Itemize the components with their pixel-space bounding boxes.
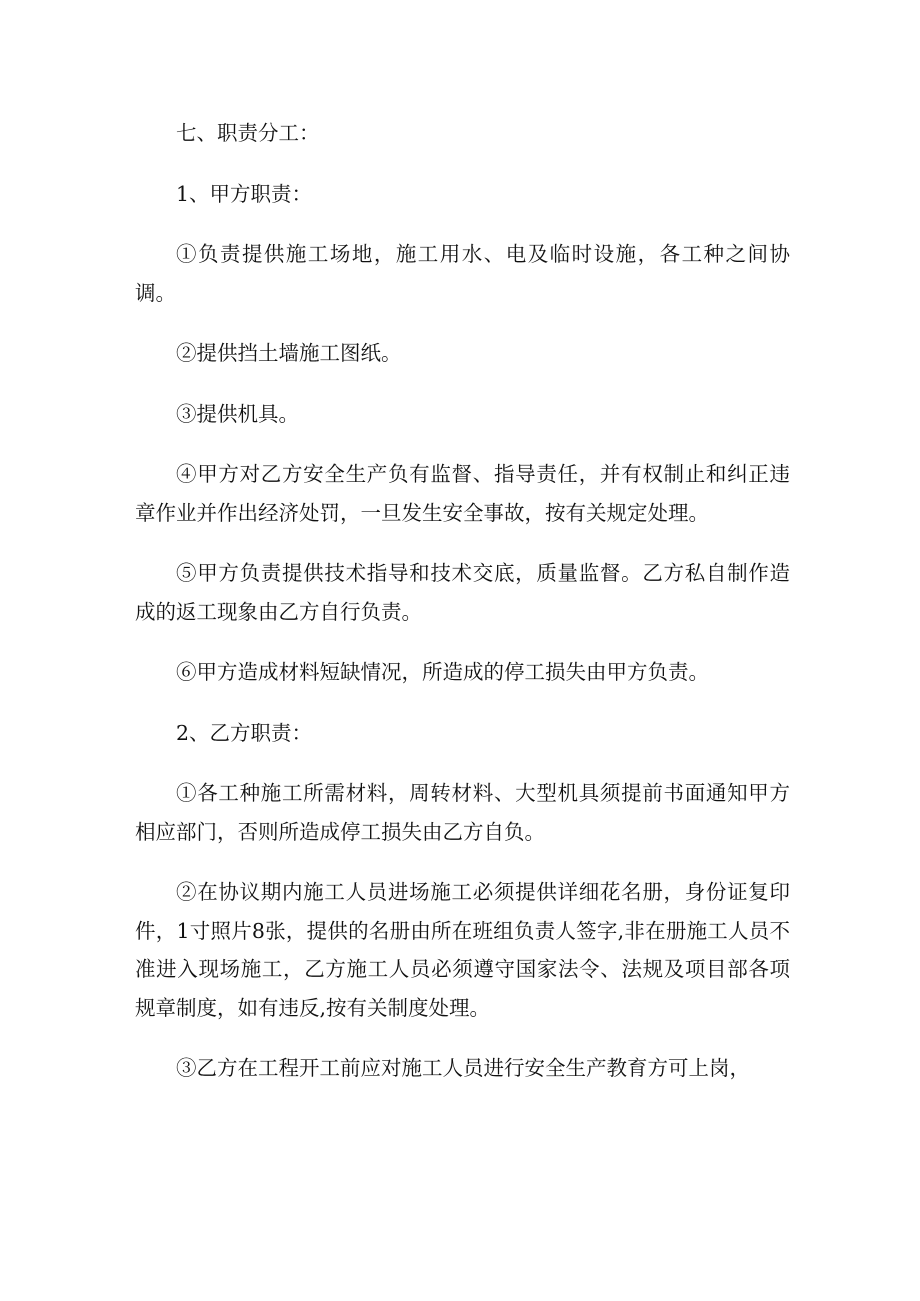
party-a-heading: 1、甲方职责： <box>176 181 313 206</box>
party-b-item-1: ①各工种施工所需材料，周转材料、大型机具须提前书面通知甲方相应部门，否则所造成停工损失由乙方自负。 <box>135 781 790 844</box>
party-a-item-3: ③提供机具。 <box>176 401 299 426</box>
party-a-item-5: ⑤甲方负责提供技术指导和技术交底，质量监督。乙方私自制作造成的返工现象由乙方自行负责。 <box>135 561 790 624</box>
document-body <box>135 114 790 1110</box>
party-a-item-4: ④甲方对乙方安全生产负有监督、指导责任，并有权制止和纠正违章作业并作出经济处罚，一旦发生安全事故，按有关规定处理。 <box>135 462 790 525</box>
party-b-item-2: ②在协议期内施工人员进场施工必须提供详细花名册，身份证复印件，1寸照片8张，提供的名册由所在班组负责人签字,非在册施工人员不准进入现场施工，乙方施工人员必须遵守国家法令、法规及项目部各项规章制度，如有违反,按有关制度处理。 <box>135 880 790 1020</box>
party-a-item-2: ②提供挡土墙施工图纸。 <box>176 341 402 365</box>
party-a-item-6: ⑥甲方造成材料短缺情况，所造成的停工损失由甲方负责。 <box>176 660 709 684</box>
party-a-item-1: ①负责提供施工场地，施工用水、电及临时设施，各工种之间协调。 <box>135 242 790 305</box>
party-b-heading: 2、乙方职责： <box>176 720 313 745</box>
section-title: 七、职责分工： <box>176 121 320 145</box>
party-b-item-3: ③乙方在工程开工前应对施工人员进行安全生产教育方可上岗， <box>176 1056 750 1080</box>
